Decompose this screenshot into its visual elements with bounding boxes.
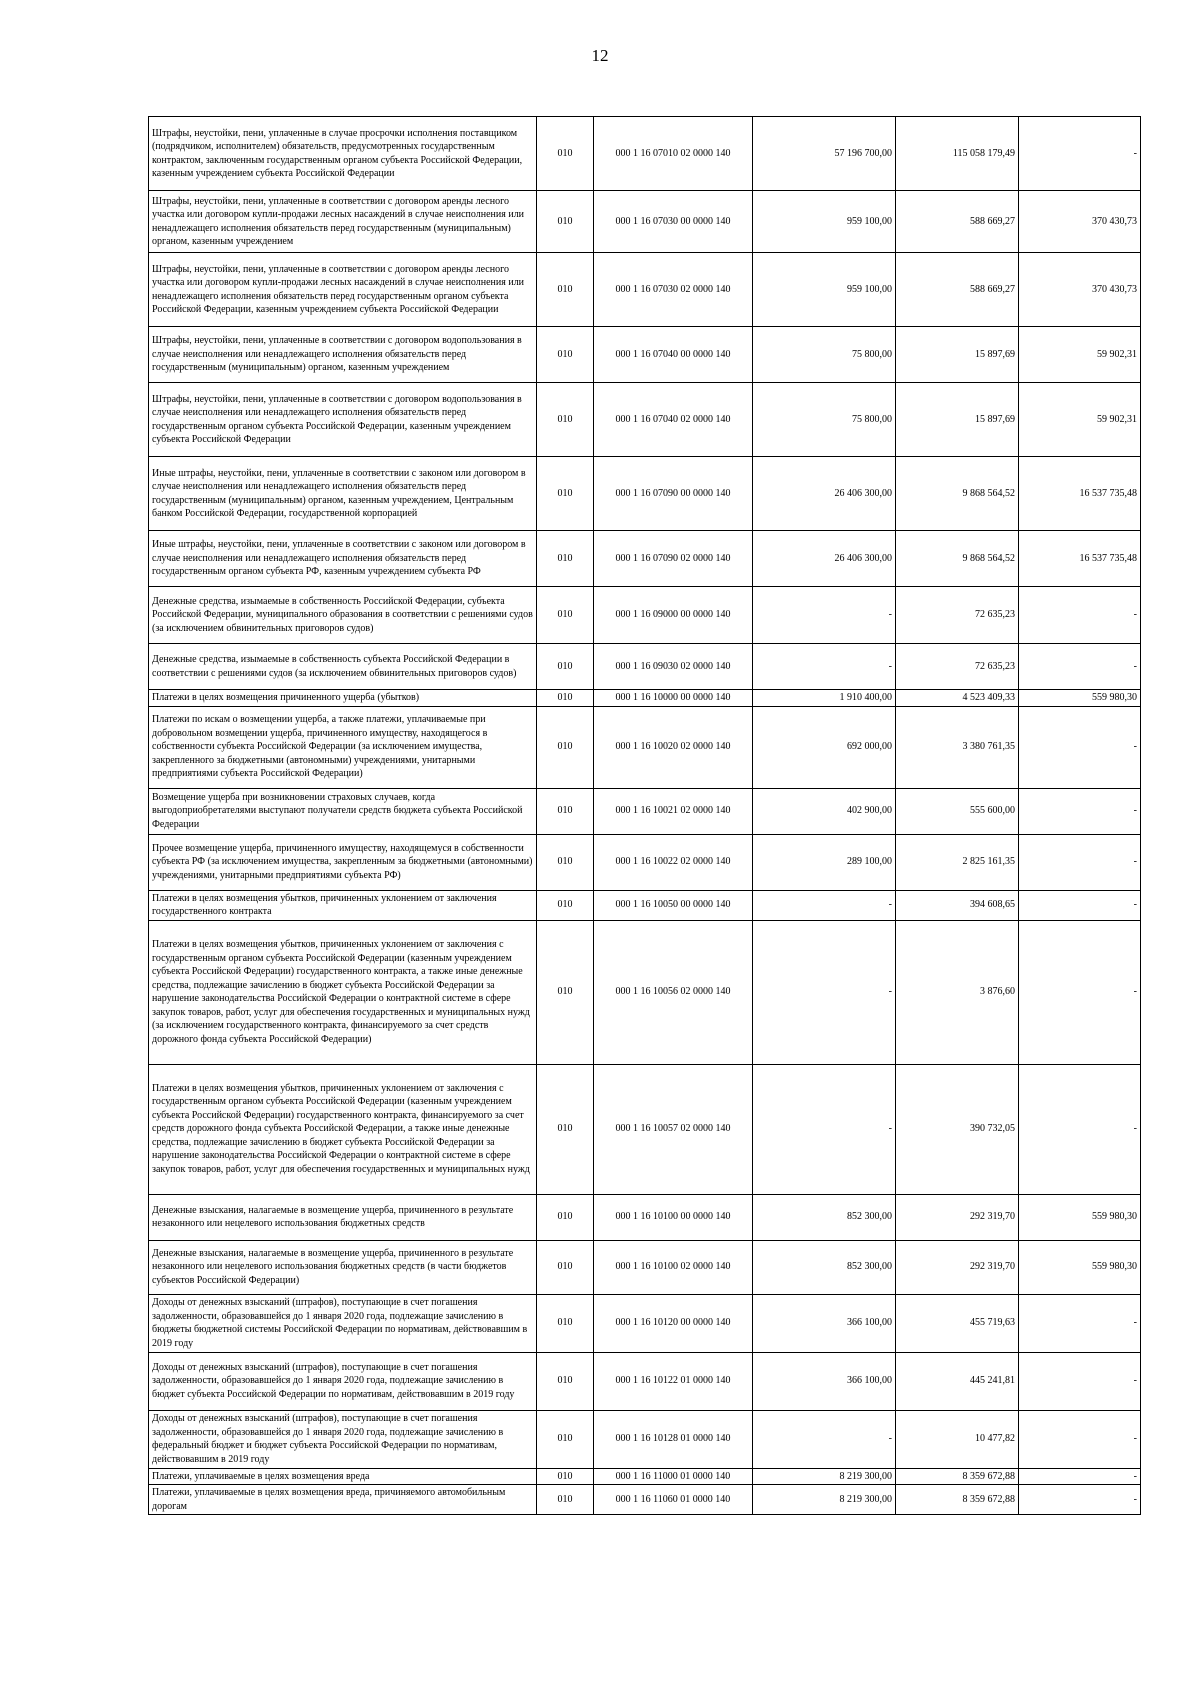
- row-remaining-amount: -: [1019, 1410, 1141, 1468]
- table-row: [149, 1352, 1141, 1410]
- row-budget-code: 000 1 16 07030 02 0000 140: [594, 253, 753, 327]
- row-planned-amount: 852 300,00: [753, 1194, 896, 1240]
- row-description: Денежные взыскания, налагаемые в возмещение ущерба, причиненного в результате незаконного или нецелевого использования бюджетных средств (в части бюджетов субъектов Российской Федерации): [149, 1240, 537, 1294]
- row-description: Платежи, уплачиваемые в целях возмещения вреда: [149, 1468, 537, 1485]
- row-description: Платежи, уплачиваемые в целях возмещения вреда, причиняемого автомобильным дорогам: [149, 1485, 537, 1515]
- row-line-code: 010: [537, 644, 594, 690]
- row-description: Штрафы, неустойки, пени, уплаченные в соответствии с договором водопользования в случае неисполнения или ненадлежащего исполнения обязательств перед государственным органом субъекта Российской Федерации, казенным учреждением субъекта Российской Федерации: [149, 383, 537, 457]
- row-line-code: 010: [537, 1485, 594, 1515]
- row-planned-amount: -: [753, 587, 896, 644]
- row-line-code: 010: [537, 1468, 594, 1485]
- row-line-code: 010: [537, 788, 594, 834]
- table-row: [149, 457, 1141, 531]
- row-budget-code: 000 1 16 11060 01 0000 140: [594, 1485, 753, 1515]
- table-row: [149, 253, 1141, 327]
- table-row: [149, 1194, 1141, 1240]
- row-line-code: 010: [537, 253, 594, 327]
- row-remaining-amount: 559 980,30: [1019, 1240, 1141, 1294]
- row-remaining-amount: -: [1019, 1468, 1141, 1485]
- row-budget-code: 000 1 16 10120 00 0000 140: [594, 1294, 753, 1352]
- row-description: Платежи по искам о возмещении ущерба, а также платежи, уплачиваемые при добровольном возмещении ущерба, причиненного имуществу, находящегося в собственности субъекта Российской Федерации (за исключением имущества, закрепленного за бюджетными (автономными) учреждениями, унитарными предприятиями субъекта Российской Федерации): [149, 706, 537, 788]
- row-line-code: 010: [537, 587, 594, 644]
- row-actual-amount: 2 825 161,35: [896, 834, 1019, 890]
- row-planned-amount: 75 800,00: [753, 327, 896, 383]
- row-planned-amount: 366 100,00: [753, 1352, 896, 1410]
- row-actual-amount: 115 058 179,49: [896, 117, 1019, 191]
- row-line-code: 010: [537, 920, 594, 1064]
- table-row: [149, 920, 1141, 1064]
- row-actual-amount: 8 359 672,88: [896, 1485, 1019, 1515]
- row-actual-amount: 3 876,60: [896, 920, 1019, 1064]
- row-budget-code: 000 1 16 07090 02 0000 140: [594, 531, 753, 587]
- row-planned-amount: 852 300,00: [753, 1240, 896, 1294]
- row-description: Доходы от денежных взысканий (штрафов), поступающие в счет погашения задолженности, образовавшейся до 1 января 2020 года, подлежащие зачислению в бюджет субъекта Российской Федерации по нормативам, действовавшим в 2019 году: [149, 1352, 537, 1410]
- row-line-code: 010: [537, 706, 594, 788]
- row-planned-amount: 8 219 300,00: [753, 1468, 896, 1485]
- row-budget-code: 000 1 16 10022 02 0000 140: [594, 834, 753, 890]
- row-remaining-amount: 59 902,31: [1019, 327, 1141, 383]
- row-remaining-amount: 59 902,31: [1019, 383, 1141, 457]
- row-line-code: 010: [537, 690, 594, 707]
- row-actual-amount: 15 897,69: [896, 383, 1019, 457]
- row-budget-code: 000 1 16 10128 01 0000 140: [594, 1410, 753, 1468]
- table-row: [149, 706, 1141, 788]
- table-row: [149, 383, 1141, 457]
- row-description: Штрафы, неустойки, пени, уплаченные в соответствии с договором аренды лесного участка или договором купли-продажи лесных насаждений в случае неисполнения или ненадлежащего исполнения обязательств перед государственным органом субъекта Российской Федерации, казенным учреждением субъекта Российской Федерации: [149, 253, 537, 327]
- row-planned-amount: 959 100,00: [753, 191, 896, 253]
- row-budget-code: 000 1 16 07030 00 0000 140: [594, 191, 753, 253]
- row-description: Платежи в целях возмещения убытков, причиненных уклонением от заключения государственного контракта: [149, 890, 537, 920]
- table-row: [149, 690, 1141, 707]
- row-description: Штрафы, неустойки, пени, уплаченные в соответствии с договором аренды лесного участка или договором купли-продажи лесных насаждений в случае неисполнения или ненадлежащего исполнения обязательств перед государственным (муниципальным) органом, казенным учреждением: [149, 191, 537, 253]
- row-planned-amount: -: [753, 920, 896, 1064]
- row-actual-amount: 8 359 672,88: [896, 1468, 1019, 1485]
- row-planned-amount: -: [753, 890, 896, 920]
- row-actual-amount: 9 868 564,52: [896, 457, 1019, 531]
- table-row: [149, 1240, 1141, 1294]
- row-line-code: 010: [537, 531, 594, 587]
- row-actual-amount: 72 635,23: [896, 587, 1019, 644]
- row-planned-amount: 366 100,00: [753, 1294, 896, 1352]
- row-budget-code: 000 1 16 07090 00 0000 140: [594, 457, 753, 531]
- row-line-code: 010: [537, 1410, 594, 1468]
- row-line-code: 010: [537, 191, 594, 253]
- row-description: Штрафы, неустойки, пени, уплаченные в случае просрочки исполнения поставщиком (подрядчиком, исполнителем) обязательств, предусмотренных государственным контрактом, заключенным государственным органом субъекта Российской Федерации, казенным учреждением субъекта Российской Федерации: [149, 117, 537, 191]
- budget-table: [148, 116, 1141, 1515]
- row-remaining-amount: -: [1019, 920, 1141, 1064]
- row-remaining-amount: 559 980,30: [1019, 1194, 1141, 1240]
- row-description: Денежные средства, изымаемые в собственность субъекта Российской Федерации в соответствии с решениями судов (за исключением обвинительных приговоров судов): [149, 644, 537, 690]
- row-line-code: 010: [537, 457, 594, 531]
- row-budget-code: 000 1 16 10056 02 0000 140: [594, 920, 753, 1064]
- row-planned-amount: 75 800,00: [753, 383, 896, 457]
- row-budget-code: 000 1 16 10000 00 0000 140: [594, 690, 753, 707]
- table-row: [149, 1294, 1141, 1352]
- row-budget-code: 000 1 16 09030 02 0000 140: [594, 644, 753, 690]
- row-remaining-amount: -: [1019, 890, 1141, 920]
- row-line-code: 010: [537, 327, 594, 383]
- table-row: [149, 788, 1141, 834]
- row-remaining-amount: 370 430,73: [1019, 253, 1141, 327]
- row-budget-code: 000 1 16 10057 02 0000 140: [594, 1064, 753, 1194]
- table-row: [149, 531, 1141, 587]
- row-remaining-amount: 16 537 735,48: [1019, 457, 1141, 531]
- row-actual-amount: 394 608,65: [896, 890, 1019, 920]
- row-line-code: 010: [537, 383, 594, 457]
- row-description: Иные штрафы, неустойки, пени, уплаченные в соответствии с законом или договором в случае неисполнения или ненадлежащего исполнения обязательств перед государственным (муниципальным) органом, казенным учреждением, Центральным банком Российской Федерации, государственной корпорацией: [149, 457, 537, 531]
- row-actual-amount: 292 319,70: [896, 1194, 1019, 1240]
- row-line-code: 010: [537, 890, 594, 920]
- page-number: 12: [591, 46, 609, 65]
- row-remaining-amount: -: [1019, 587, 1141, 644]
- row-remaining-amount: -: [1019, 1352, 1141, 1410]
- row-budget-code: 000 1 16 07040 02 0000 140: [594, 383, 753, 457]
- table-row: [149, 117, 1141, 191]
- row-remaining-amount: -: [1019, 834, 1141, 890]
- row-planned-amount: 289 100,00: [753, 834, 896, 890]
- row-actual-amount: 455 719,63: [896, 1294, 1019, 1352]
- row-planned-amount: -: [753, 1064, 896, 1194]
- table-row: [149, 1064, 1141, 1194]
- table-row: [149, 890, 1141, 920]
- row-budget-code: 000 1 16 10020 02 0000 140: [594, 706, 753, 788]
- row-remaining-amount: -: [1019, 1294, 1141, 1352]
- table-row: [149, 327, 1141, 383]
- row-line-code: 010: [537, 1240, 594, 1294]
- row-actual-amount: 3 380 761,35: [896, 706, 1019, 788]
- row-line-code: 010: [537, 117, 594, 191]
- row-budget-code: 000 1 16 07010 02 0000 140: [594, 117, 753, 191]
- row-planned-amount: 959 100,00: [753, 253, 896, 327]
- row-planned-amount: 692 000,00: [753, 706, 896, 788]
- row-planned-amount: 26 406 300,00: [753, 531, 896, 587]
- row-description: Прочее возмещение ущерба, причиненного имуществу, находящемуся в собственности субъекта РФ (за исключением имущества, закрепленным за бюджетными (автономными) учреждениями, унитарными предприятиями субъекта РФ): [149, 834, 537, 890]
- table-row: [149, 1468, 1141, 1485]
- row-description: Штрафы, неустойки, пени, уплаченные в соответствии с договором водопользования в случае неисполнения или ненадлежащего исполнения обязательств перед государственным (муниципальным) органом, казенным учреждением: [149, 327, 537, 383]
- row-remaining-amount: 370 430,73: [1019, 191, 1141, 253]
- row-line-code: 010: [537, 1194, 594, 1240]
- row-remaining-amount: -: [1019, 706, 1141, 788]
- row-actual-amount: 9 868 564,52: [896, 531, 1019, 587]
- row-remaining-amount: -: [1019, 117, 1141, 191]
- row-budget-code: 000 1 16 07040 00 0000 140: [594, 327, 753, 383]
- row-description: Платежи в целях возмещения убытков, причиненных уклонением от заключения с государственным органом субъекта Российской Федерации (казенным учреждением субъекта Российской Федерации) государственного контракта, а также иные денежные средства, подлежащие зачислению в бюджет субъекта Российской Федерации за нарушение законодательства Российской Федерации о контрактной системе в сфере закупок товаров, работ, услуг для обеспечения государственных и муниципальных нужд (за исключением государственного контракта, финансируемого за счет средств дорожного фонда субъекта Российской Федерации): [149, 920, 537, 1064]
- row-line-code: 010: [537, 1064, 594, 1194]
- row-actual-amount: 72 635,23: [896, 644, 1019, 690]
- row-planned-amount: 402 900,00: [753, 788, 896, 834]
- table-row: [149, 644, 1141, 690]
- row-planned-amount: -: [753, 1410, 896, 1468]
- row-actual-amount: 292 319,70: [896, 1240, 1019, 1294]
- row-line-code: 010: [537, 834, 594, 890]
- row-planned-amount: -: [753, 644, 896, 690]
- row-planned-amount: 57 196 700,00: [753, 117, 896, 191]
- row-budget-code: 000 1 16 10100 00 0000 140: [594, 1194, 753, 1240]
- row-actual-amount: 10 477,82: [896, 1410, 1019, 1468]
- row-description: Платежи в целях возмещения причиненного ущерба (убытков): [149, 690, 537, 707]
- row-budget-code: 000 1 16 10050 00 0000 140: [594, 890, 753, 920]
- row-planned-amount: 26 406 300,00: [753, 457, 896, 531]
- row-actual-amount: 390 732,05: [896, 1064, 1019, 1194]
- row-description: Денежные средства, изымаемые в собственность Российской Федерации, субъекта Российской Федерации, муниципального образования в соответствии с решениями судов (за исключением обвинительных приговоров судов): [149, 587, 537, 644]
- row-description: Иные штрафы, неустойки, пени, уплаченные в соответствии с законом или договором в случае неисполнения или ненадлежащего исполнения обязательств перед государственным органом субъекта РФ, казенным учреждением субъекта РФ: [149, 531, 537, 587]
- table-row: [149, 1410, 1141, 1468]
- row-budget-code: 000 1 16 11000 01 0000 140: [594, 1468, 753, 1485]
- row-line-code: 010: [537, 1352, 594, 1410]
- row-remaining-amount: -: [1019, 644, 1141, 690]
- row-planned-amount: 8 219 300,00: [753, 1485, 896, 1515]
- table-row: [149, 834, 1141, 890]
- row-remaining-amount: -: [1019, 1485, 1141, 1515]
- row-budget-code: 000 1 16 09000 00 0000 140: [594, 587, 753, 644]
- row-description: Доходы от денежных взысканий (штрафов), поступающие в счет погашения задолженности, образовавшейся до 1 января 2020 года, подлежащие зачислению в бюджеты бюджетной системы Российской Федерации по нормативам, действовавшим в 2019 году: [149, 1294, 537, 1352]
- row-actual-amount: 588 669,27: [896, 191, 1019, 253]
- row-description: Денежные взыскания, налагаемые в возмещение ущерба, причиненного в результате незаконного или нецелевого использования бюджетных средств: [149, 1194, 537, 1240]
- row-planned-amount: 1 910 400,00: [753, 690, 896, 707]
- row-description: Возмещение ущерба при возникновении страховых случаев, когда выгодоприобретателями выступают получатели средств бюджета субъекта Российской Федерации: [149, 788, 537, 834]
- row-budget-code: 000 1 16 10122 01 0000 140: [594, 1352, 753, 1410]
- row-remaining-amount: 16 537 735,48: [1019, 531, 1141, 587]
- row-remaining-amount: 559 980,30: [1019, 690, 1141, 707]
- row-budget-code: 000 1 16 10100 02 0000 140: [594, 1240, 753, 1294]
- row-actual-amount: 4 523 409,33: [896, 690, 1019, 707]
- row-remaining-amount: -: [1019, 1064, 1141, 1194]
- row-actual-amount: 588 669,27: [896, 253, 1019, 327]
- row-actual-amount: 15 897,69: [896, 327, 1019, 383]
- row-remaining-amount: -: [1019, 788, 1141, 834]
- row-line-code: 010: [537, 1294, 594, 1352]
- row-description: Доходы от денежных взысканий (штрафов), поступающие в счет погашения задолженности, образовавшейся до 1 января 2020 года, подлежащие зачислению в федеральный бюджет и бюджет субъекта Российской Федерации по нормативам, действовавшим в 2019 году: [149, 1410, 537, 1468]
- table-row: [149, 587, 1141, 644]
- row-budget-code: 000 1 16 10021 02 0000 140: [594, 788, 753, 834]
- row-actual-amount: 445 241,81: [896, 1352, 1019, 1410]
- table-row: [149, 1485, 1141, 1515]
- row-description: Платежи в целях возмещения убытков, причиненных уклонением от заключения с государственным органом субъекта Российской Федерации (казенным учреждением субъекта Российской Федерации) государственного контракта, финансируемого за счет средств дорожного фонда субъекта Российской Федерации, а также иные денежные средства, подлежащие зачислению в бюджет субъекта Российской Федерации за нарушение законодательства Российской Федерации о контрактной системе в сфере закупок товаров, работ, услуг для обеспечения государственных и муниципальных нужд: [149, 1064, 537, 1194]
- row-actual-amount: 555 600,00: [896, 788, 1019, 834]
- table-row: [149, 191, 1141, 253]
